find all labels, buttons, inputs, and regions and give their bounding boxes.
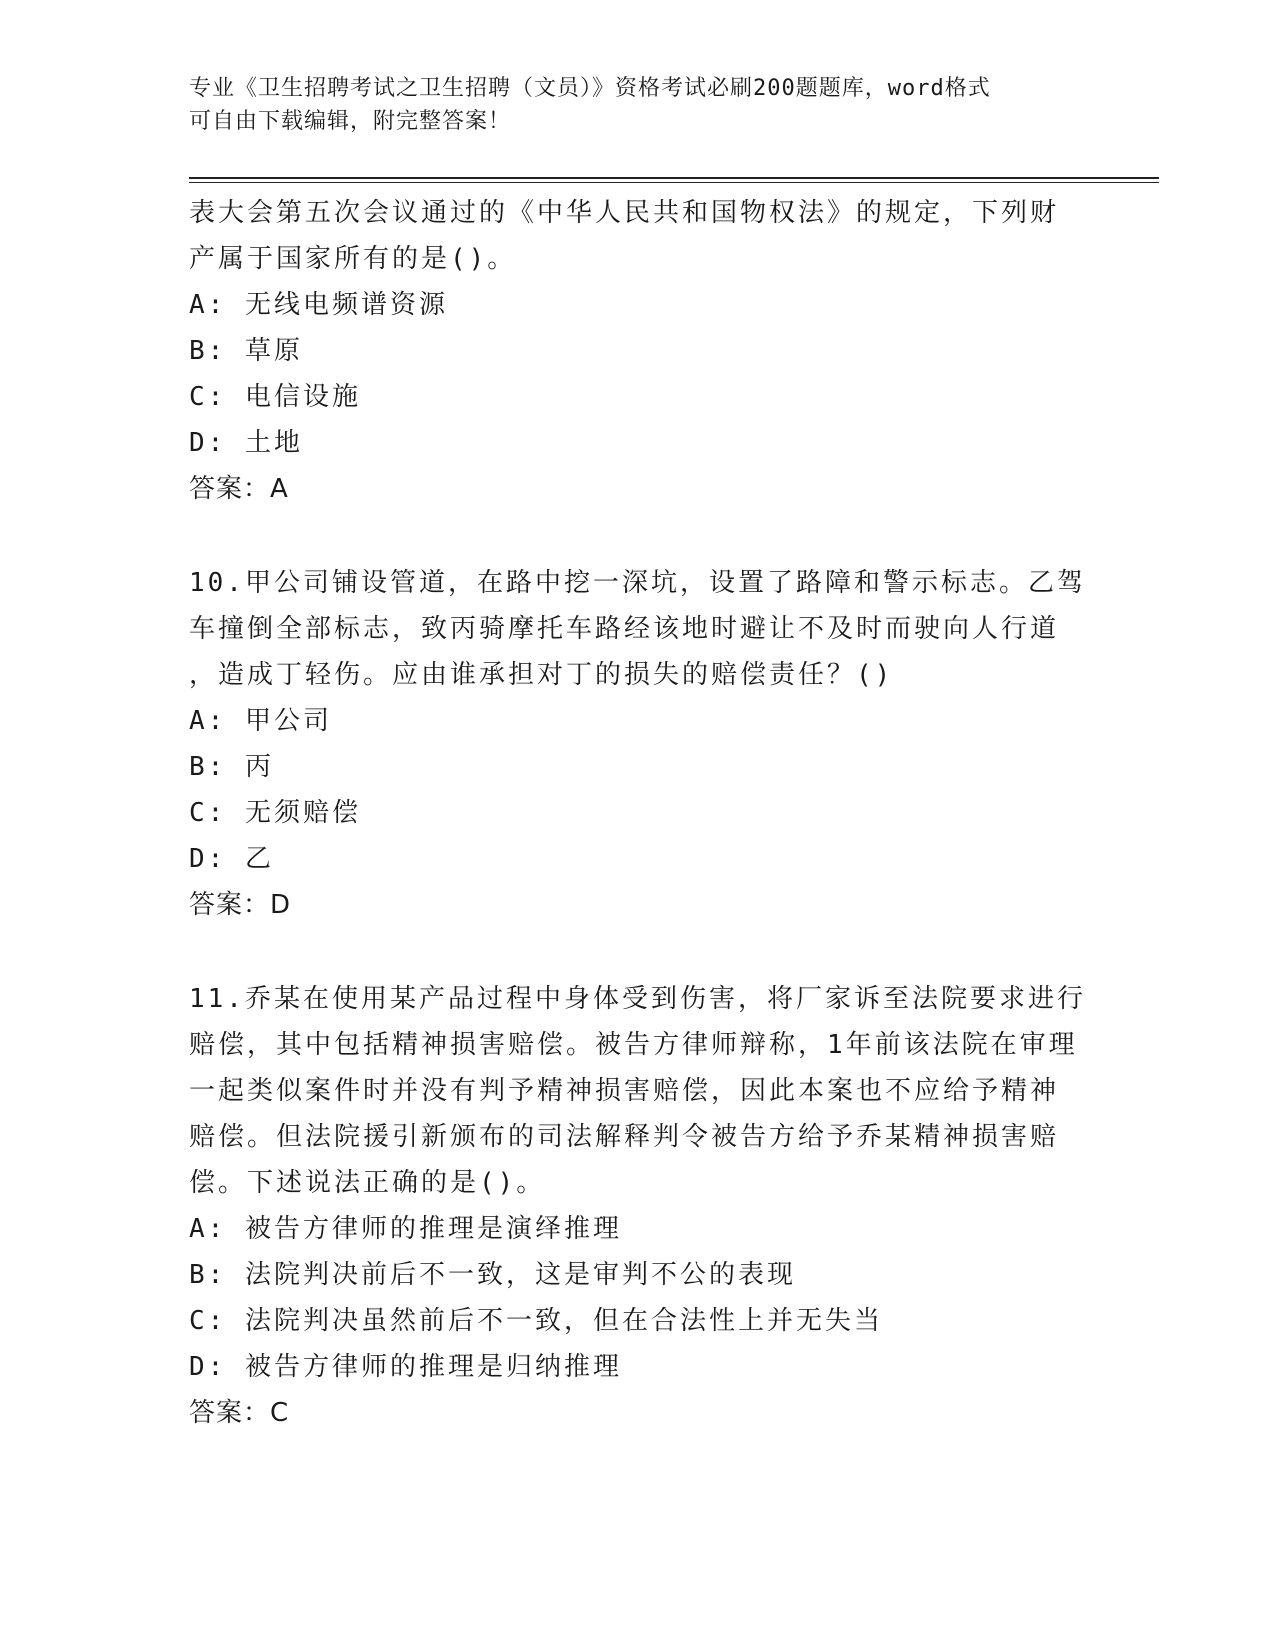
option-c: C: 法院判决虽然前后不一致，但在合法性上并无失当 — [189, 1306, 883, 1336]
question-stem-line: 产属于国家所有的是()。 — [189, 244, 517, 274]
option-b: B: 草原 — [189, 336, 303, 366]
question-stem-line: 11.乔某在使用某产品过程中身体受到伤害，将厂家诉至法院要求进行 — [189, 984, 1086, 1014]
answer-line: 答案：D — [189, 890, 292, 920]
section-gap — [189, 928, 1089, 976]
option-a: A: 无线电频谱资源 — [189, 290, 448, 320]
question-stem-line: 10.甲公司铺设管道，在路中挖一深坑，设置了路障和警示标志。乙驾 — [189, 568, 1086, 598]
question-9 — [189, 190, 1089, 512]
question-stem-line: 一起类似案件时并没有判予精神损害赔偿，因此本案也不应给予精神 — [189, 1076, 1060, 1106]
header-line-1: 专业《卫生招聘考试之卫生招聘（文员）》资格考试必刷200题题库，word格式 — [189, 76, 991, 101]
document-header — [189, 72, 1089, 138]
question-stem-line: 表大会第五次会议通过的《中华人民共和国物权法》的规定，下列财 — [189, 198, 1060, 228]
question-stem-line: 车撞倒全部标志，致丙骑摩托车路经该地时避让不及时而驶向人行道 — [189, 614, 1060, 644]
option-d: D: 土地 — [189, 428, 303, 458]
option-d: D: 被告方律师的推理是归纳推理 — [189, 1352, 622, 1382]
question-stem-line: 赔偿。但法院援引新颁布的司法解释判令被告方给予乔某精神损害赔 — [189, 1122, 1060, 1152]
section-gap — [189, 512, 1089, 560]
answer-line: 答案：A — [189, 474, 289, 504]
question-11 — [189, 976, 1089, 1436]
header-rule-thick — [189, 177, 1159, 179]
question-stem-line: ，造成丁轻伤。应由谁承担对丁的损失的赔偿责任？() — [189, 660, 894, 690]
option-a: A: 被告方律师的推理是演绎推理 — [189, 1214, 622, 1244]
question-stem-line: 偿。下述说法正确的是()。 — [189, 1168, 546, 1198]
question-10 — [189, 560, 1089, 928]
question-stem-line: 赔偿，其中包括精神损害赔偿。被告方律师辩称，1年前该法院在审理 — [189, 1030, 1078, 1060]
option-c: C: 无须赔偿 — [189, 798, 361, 828]
option-b: B: 法院判决前后不一致，这是审判不公的表现 — [189, 1260, 796, 1290]
answer-line: 答案：C — [189, 1398, 290, 1428]
option-a: A: 甲公司 — [189, 706, 332, 736]
option-b: B: 丙 — [189, 752, 274, 782]
option-c: C: 电信设施 — [189, 382, 361, 412]
header-line-2: 可自由下载编辑，附完整答案！ — [189, 109, 512, 134]
header-rule-thin — [189, 182, 1159, 183]
document-body — [189, 190, 1089, 1436]
option-d: D: 乙 — [189, 844, 274, 874]
